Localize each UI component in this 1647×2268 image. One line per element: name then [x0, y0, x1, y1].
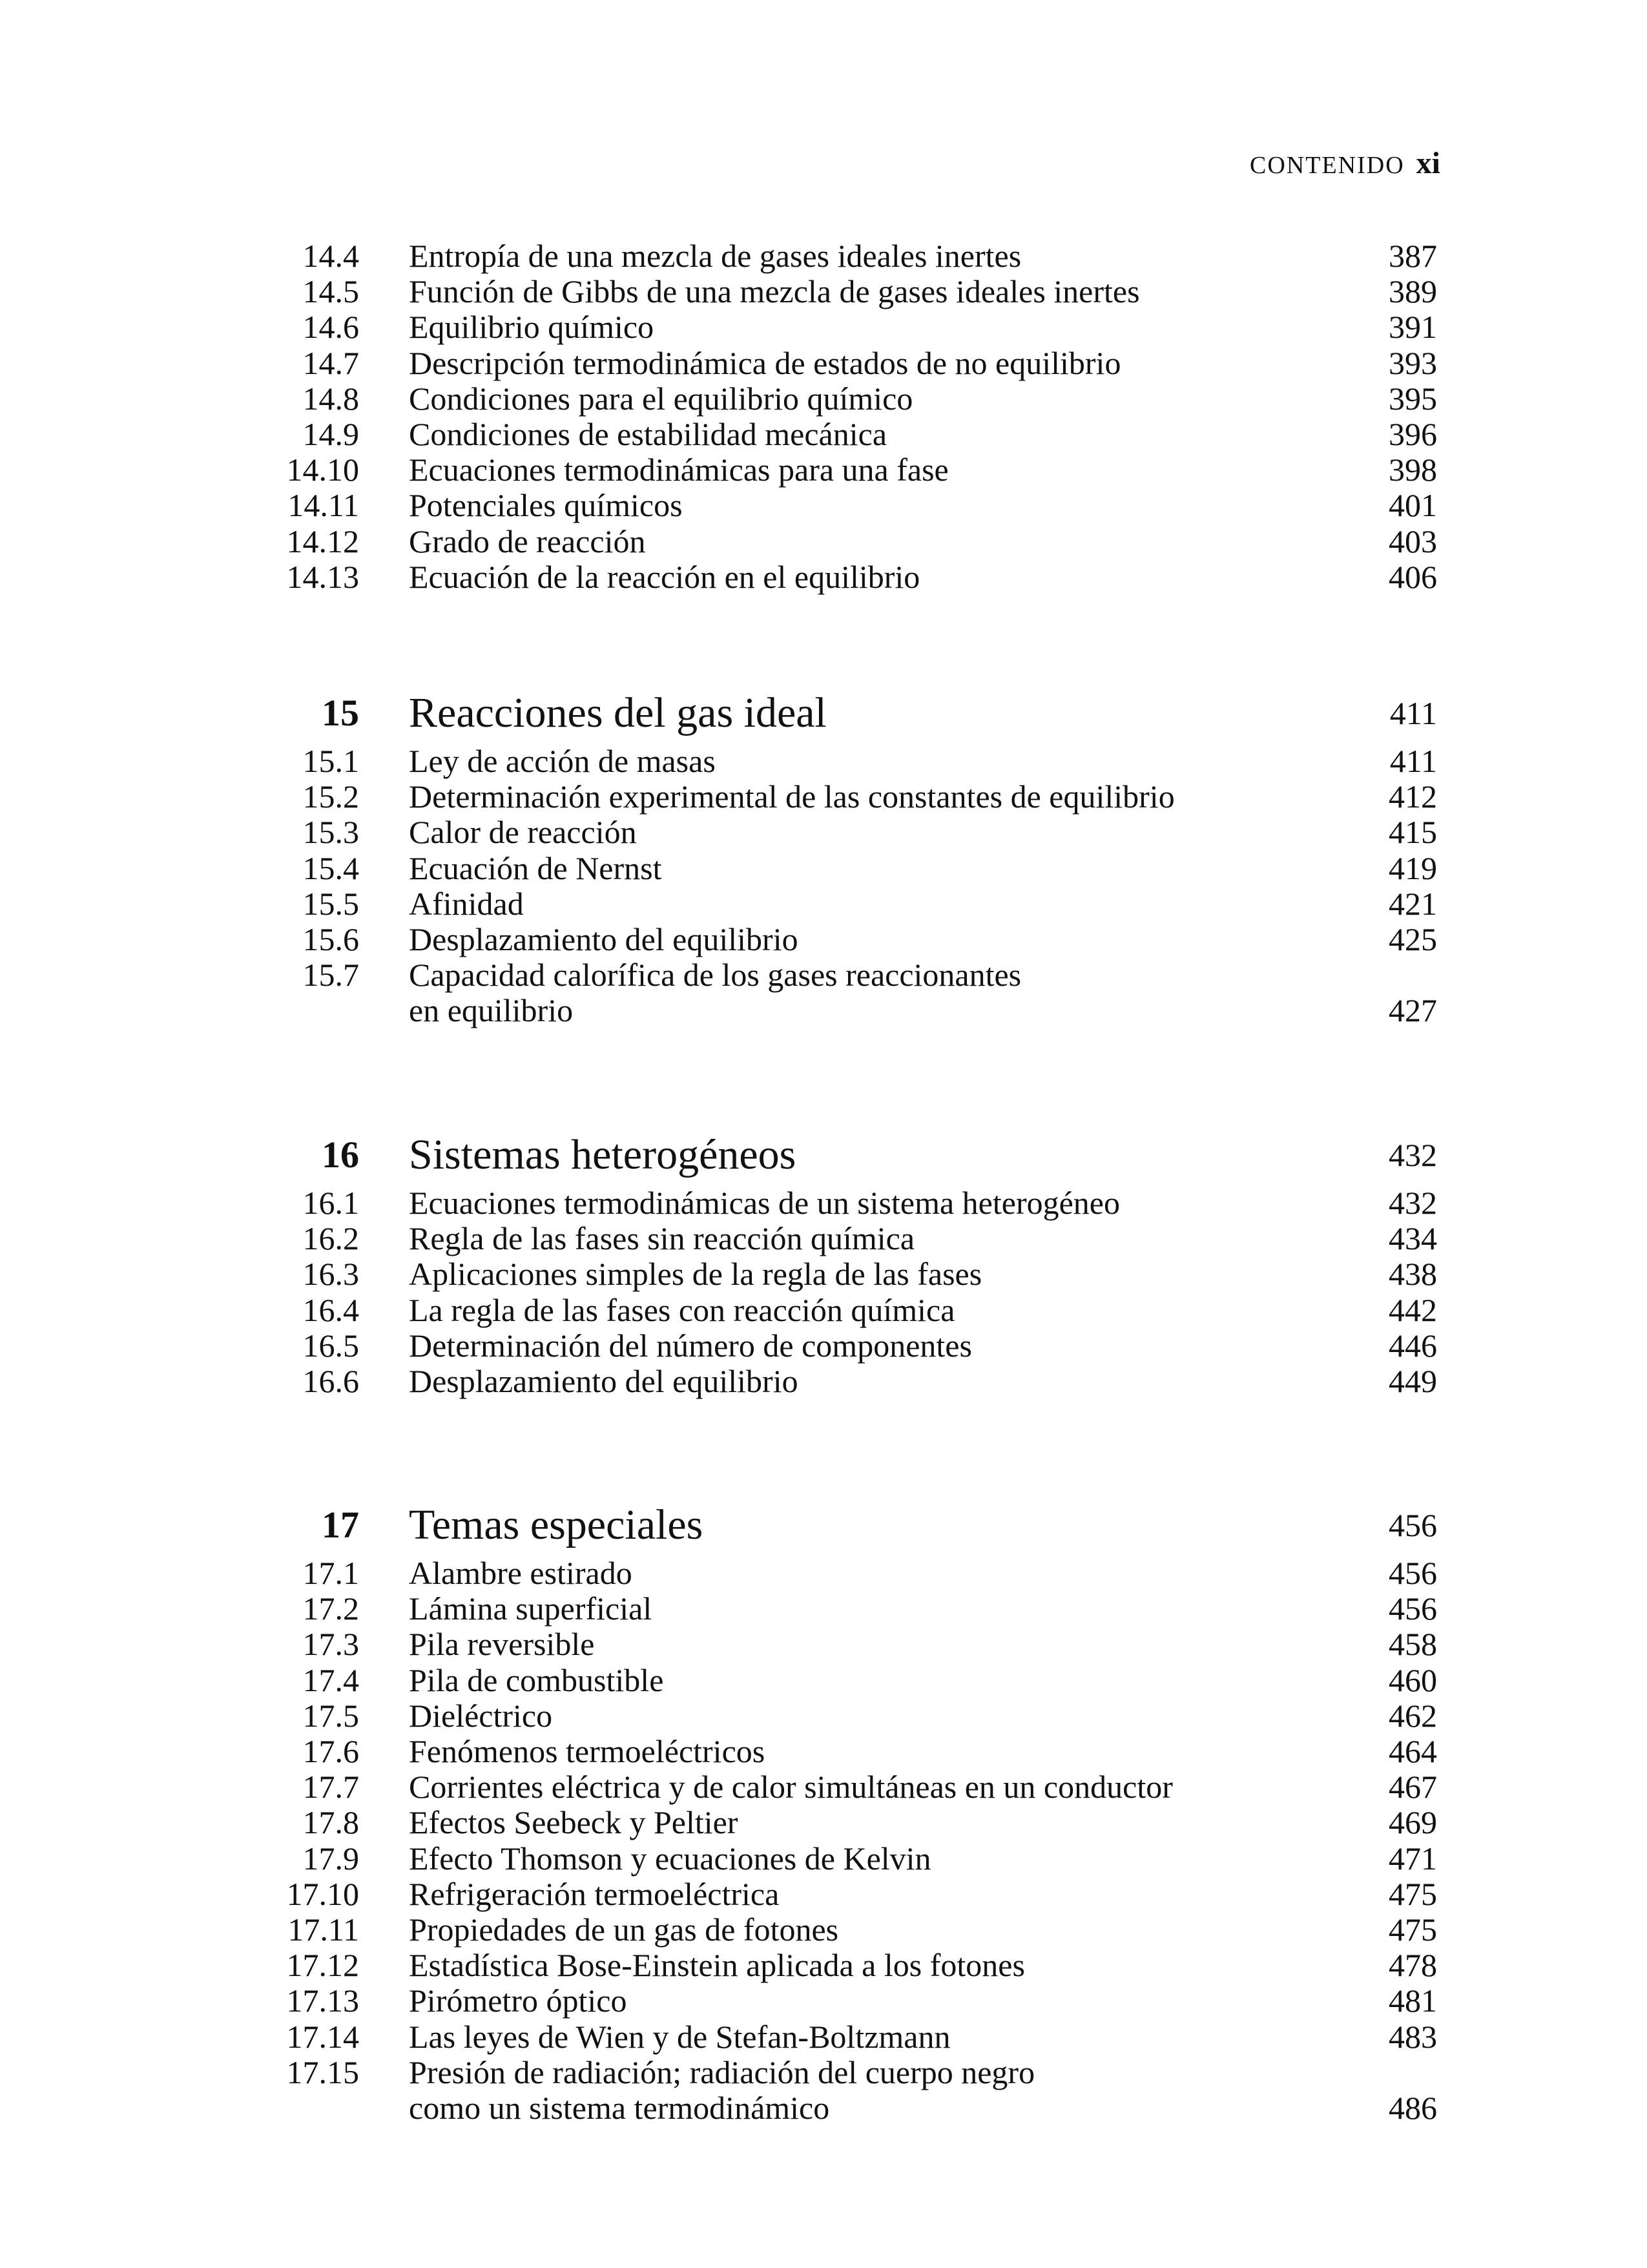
section-page: 406 [1389, 559, 1437, 595]
section-page: 412 [1389, 778, 1437, 815]
section-number: 15.5 [302, 886, 359, 922]
section-number: 16.5 [302, 1327, 359, 1364]
section-page: 483 [1389, 2019, 1437, 2055]
section-number: 16.3 [302, 1256, 359, 1292]
section-number: 17.7 [302, 1769, 359, 1805]
section-page: 425 [1389, 921, 1437, 957]
toc-entry [0, 345, 1647, 381]
section-page: 387 [1389, 238, 1437, 274]
section-title: Lámina superficial [409, 1590, 652, 1627]
toc-entry [0, 850, 1647, 886]
section-number: 14.12 [286, 523, 359, 559]
section-title: Ley de acción de masas [409, 743, 716, 779]
section-title: Función de Gibbs de una mezcla de gases ideales inertes [409, 273, 1140, 309]
section-number: 14.7 [302, 345, 359, 381]
toc-entry [0, 1876, 1647, 1912]
section-page: 391 [1389, 309, 1437, 345]
section-number: 15.7 [302, 957, 359, 993]
section-title: como un sistema termodinámico [409, 2090, 830, 2126]
section-page: 471 [1389, 1840, 1437, 1877]
section-title: Efecto Thomson y ecuaciones de Kelvin [409, 1840, 931, 1877]
section-page: 464 [1389, 1733, 1437, 1769]
toc-entry [0, 452, 1647, 488]
section-number: 17.10 [286, 1876, 359, 1912]
section-number: 17.4 [302, 1662, 359, 1698]
section-title: Potenciales químicos [409, 487, 683, 523]
section-page: 411 [1389, 743, 1437, 779]
toc-entry [0, 2019, 1647, 2055]
toc-entry [0, 1947, 1647, 1983]
toc-entry [0, 1698, 1647, 1734]
section-title: La regla de las fases con reacción química [409, 1292, 955, 1328]
section-page: 456 [1389, 1555, 1437, 1591]
section-page: 403 [1389, 523, 1437, 559]
section-title: Fenómenos termoeléctricos [409, 1733, 765, 1769]
section-title: Desplazamiento del equilibrio [409, 1363, 798, 1399]
section-page: 393 [1389, 345, 1437, 381]
section-page: 438 [1389, 1256, 1437, 1292]
toc-entry [0, 778, 1647, 815]
section-page: 456 [1389, 1590, 1437, 1627]
section-number: 14.8 [302, 380, 359, 417]
section-page: 475 [1389, 1911, 1437, 1948]
section-number: 17.13 [286, 1982, 359, 2019]
chapter-heading [0, 1502, 1647, 1548]
toc-entry [0, 380, 1647, 417]
section-number: 15.2 [302, 778, 359, 815]
section-number: 17.8 [302, 1804, 359, 1840]
section-number: 14.9 [302, 416, 359, 452]
section-title: Las leyes de Wien y de Stefan-Boltzmann [409, 2019, 951, 2055]
section-number: 17.2 [302, 1590, 359, 1627]
section-page: 486 [1389, 2090, 1437, 2126]
section-page: 460 [1389, 1662, 1437, 1698]
section-title: Determinación del número de componentes [409, 1327, 972, 1364]
section-page: 442 [1389, 1292, 1437, 1328]
chapter-page: 411 [1389, 695, 1437, 731]
section-title: Entropía de una mezcla de gases ideales inertes [409, 238, 1022, 274]
section-title: Aplicaciones simples de la regla de las fases [409, 1256, 982, 1292]
section-title: Efectos Seebeck y Peltier [409, 1804, 738, 1840]
section-title: Pirómetro óptico [409, 1982, 627, 2019]
section-page: 449 [1389, 1363, 1437, 1399]
section-title: Alambre estirado [409, 1555, 632, 1591]
section-number: 17.15 [286, 2054, 359, 2090]
toc-entry [0, 487, 1647, 523]
chapter-title: Sistemas heterogéneos [409, 1131, 796, 1178]
page-number: xi [1416, 146, 1440, 180]
section-page: 478 [1389, 1947, 1437, 1983]
chapter-title: Reacciones del gas ideal [409, 689, 827, 736]
section-title: Pila de combustible [409, 1662, 664, 1698]
chapter-page: 432 [1389, 1137, 1437, 1173]
toc-entry [0, 886, 1647, 922]
section-title: Grado de reacción [409, 523, 646, 559]
toc-entry [0, 2090, 1647, 2126]
section-title: Corrientes eléctrica y de calor simultáneas en un conductor [409, 1769, 1173, 1805]
section-page: 398 [1389, 452, 1437, 488]
chapter-title: Temas especiales [409, 1501, 703, 1548]
section-page: 389 [1389, 273, 1437, 309]
section-number: 15.6 [302, 921, 359, 957]
chapter-number: 17 [322, 1504, 359, 1546]
section-title: Equilibrio químico [409, 309, 654, 345]
section-number: 14.6 [302, 309, 359, 345]
section-title: Refrigeración termoeléctrica [409, 1876, 780, 1912]
section-title: Presión de radiación; radiación del cuerpo negro [409, 2054, 1035, 2090]
section-title: Dieléctrico [409, 1698, 553, 1734]
section-title: Regla de las fases sin reacción química [409, 1220, 915, 1256]
chapter-number: 16 [322, 1134, 359, 1176]
section-page: 396 [1389, 416, 1437, 452]
section-page: 401 [1389, 487, 1437, 523]
toc-entry [0, 523, 1647, 559]
toc-entry [0, 1555, 1647, 1591]
toc-entry [0, 309, 1647, 345]
toc-entry [0, 1911, 1647, 1948]
toc-entry [0, 559, 1647, 595]
section-page: 421 [1389, 886, 1437, 922]
section-number: 16.4 [302, 1292, 359, 1328]
section-number: 17.14 [286, 2019, 359, 2055]
toc-entry [0, 1982, 1647, 2019]
section-page: 427 [1389, 992, 1437, 1028]
section-title: Calor de reacción [409, 814, 637, 850]
toc-entry [0, 238, 1647, 274]
toc-entry [0, 1220, 1647, 1256]
section-number: 17.1 [302, 1555, 359, 1591]
section-page: 475 [1389, 1876, 1437, 1912]
section-number: 17.11 [287, 1911, 359, 1948]
toc-entry [0, 416, 1647, 452]
toc-entry [0, 1327, 1647, 1364]
running-header [1250, 145, 1440, 181]
section-title: Pila reversible [409, 1626, 595, 1662]
section-page: 467 [1389, 1769, 1437, 1805]
section-title: Ecuación de la reacción en el equilibrio [409, 559, 920, 595]
toc-entry [0, 1626, 1647, 1662]
section-title: Ecuaciones termodinámicas para una fase [409, 452, 949, 488]
toc-entry [0, 1256, 1647, 1292]
section-number: 14.13 [286, 559, 359, 595]
section-number: 14.4 [302, 238, 359, 274]
section-number: 17.5 [302, 1698, 359, 1734]
toc-entry [0, 1363, 1647, 1399]
section-page: 481 [1389, 1982, 1437, 2019]
section-page: 395 [1389, 380, 1437, 417]
section-title: Condiciones de estabilidad mecánica [409, 416, 887, 452]
section-page: 419 [1389, 850, 1437, 886]
section-title: Propiedades de un gas de fotones [409, 1911, 839, 1948]
section-title: Desplazamiento del equilibrio [409, 921, 798, 957]
section-title: Afinidad [409, 886, 524, 922]
section-number: 17.6 [302, 1733, 359, 1769]
toc-entry [0, 1804, 1647, 1840]
section-title: Determinación experimental de las constantes de equilibrio [409, 778, 1175, 815]
section-number: 14.10 [286, 452, 359, 488]
section-title: Descripción termodinámica de estados de no equilibrio [409, 345, 1121, 381]
section-number: 14.11 [287, 487, 359, 523]
section-number: 15.1 [302, 743, 359, 779]
toc-entry [0, 814, 1647, 850]
toc-entry [0, 1840, 1647, 1877]
section-title: en equilibrio [409, 992, 574, 1028]
section-title: Condiciones para el equilibrio químico [409, 380, 913, 417]
section-page: 446 [1389, 1327, 1437, 1364]
section-number: 16.6 [302, 1363, 359, 1399]
chapter-heading [0, 1132, 1647, 1178]
section-title: Ecuaciones termodinámicas de un sistema heterogéneo [409, 1185, 1120, 1221]
section-number: 17.3 [302, 1626, 359, 1662]
toc-entry [0, 1590, 1647, 1627]
toc-entry [0, 1292, 1647, 1328]
running-header-label: CONTENIDO [1250, 152, 1405, 179]
section-number: 15.3 [302, 814, 359, 850]
section-number: 16.2 [302, 1220, 359, 1256]
section-number: 15.4 [302, 850, 359, 886]
chapter-heading [0, 690, 1647, 736]
toc-entry [0, 273, 1647, 309]
section-page: 415 [1389, 814, 1437, 850]
section-page: 434 [1389, 1220, 1437, 1256]
section-title: Capacidad calorífica de los gases reaccionantes [409, 957, 1022, 993]
section-number: 14.5 [302, 273, 359, 309]
chapter-page: 456 [1389, 1507, 1437, 1543]
section-page: 458 [1389, 1626, 1437, 1662]
toc-entry [0, 1185, 1647, 1221]
toc-entry [0, 1769, 1647, 1805]
toc-entry [0, 1733, 1647, 1769]
section-title: Estadística Bose-Einstein aplicada a los fotones [409, 1947, 1025, 1983]
section-page: 462 [1389, 1698, 1437, 1734]
section-title: Ecuación de Nernst [409, 850, 662, 886]
chapter-number: 15 [322, 692, 359, 734]
section-number: 17.12 [286, 1947, 359, 1983]
toc-entry [0, 743, 1647, 779]
section-number: 17.9 [302, 1840, 359, 1877]
section-page: 432 [1389, 1185, 1437, 1221]
toc-entry [0, 1662, 1647, 1698]
toc-entry [0, 921, 1647, 957]
toc-entry [0, 957, 1647, 993]
section-page: 469 [1389, 1804, 1437, 1840]
section-number: 16.1 [302, 1185, 359, 1221]
toc-entry [0, 2054, 1647, 2090]
toc-entry [0, 992, 1647, 1028]
